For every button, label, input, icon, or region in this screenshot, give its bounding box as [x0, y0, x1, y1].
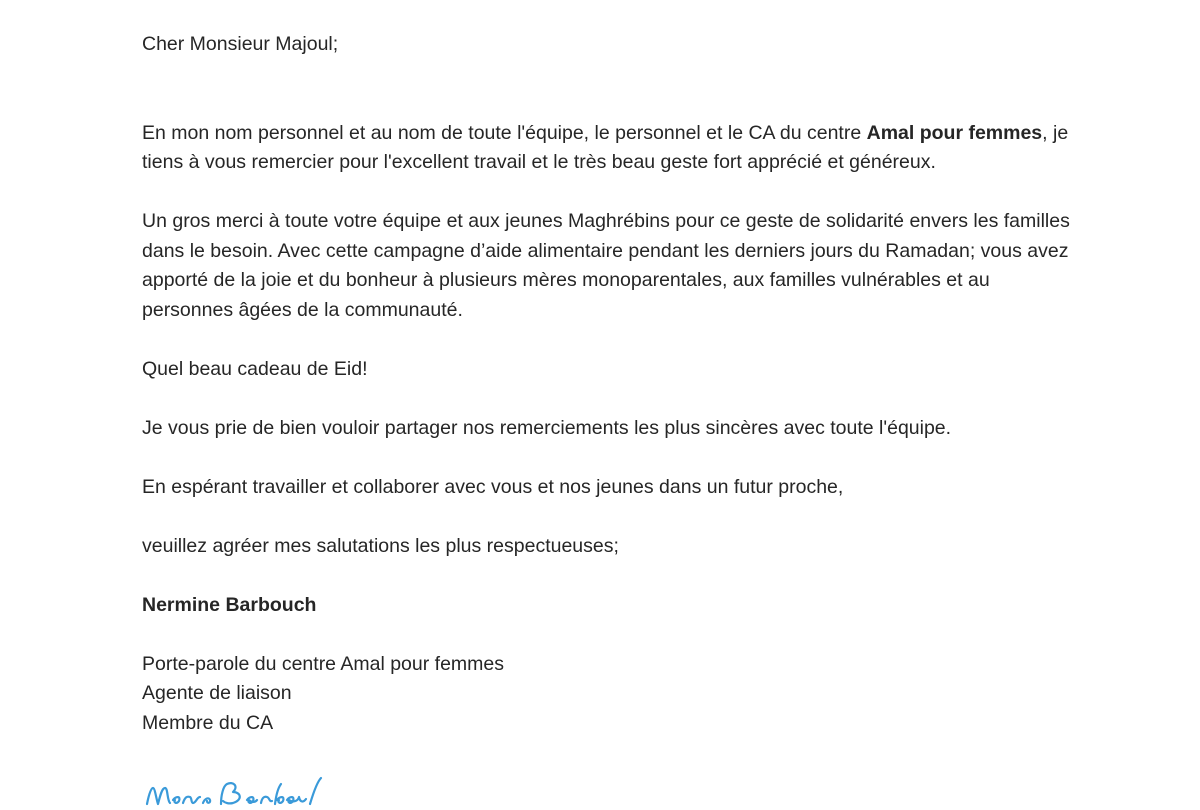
paragraph-thanks-start: En mon nom personnel et au nom de toute l'équipe, le personnel et le CA du centre: [142, 121, 867, 144]
signer-title-board: Membre du CA: [142, 711, 274, 734]
signer-title-liaison: Agente de liaison: [142, 682, 292, 704]
closing-formula: veuillez agréer mes salutations les plus respectueuses;: [142, 534, 619, 557]
paragraph-collaboration: En espérant travailler et collaborer avec vous et nos jeunes dans un futur proche,: [142, 475, 844, 498]
signer-name: Nermine Barbouch: [142, 593, 317, 616]
handwritten-signature: [143, 770, 343, 810]
paragraph-thanks: [142, 119, 1072, 178]
center-name-bold: Amal pour femmes: [866, 121, 1043, 144]
salutation: Cher Monsieur Majoul;: [142, 33, 339, 55]
paragraph-share-thanks: Je vous prie de bien vouloir partager nos remerciements les plus sincères avec toute l'équipe.: [142, 416, 952, 439]
letter-body: [142, 30, 1072, 738]
paragraph-eid: Quel beau cadeau de Eid!: [142, 357, 368, 380]
signer-titles: [142, 650, 1072, 739]
paragraph-thanks-end: , je tiens à vous remercier pour l'excellent travail et le très beau geste fort apprécié et généreux.: [142, 121, 1069, 173]
signer-title-spokesperson: Porte-parole du centre Amal pour femmes: [142, 652, 505, 675]
paragraph-solidarity: Un gros merci à toute votre équipe et aux jeunes Maghrébins pour ce geste de solidarité envers les familles dans le besoin. Avec cette campagne d’aide alimentaire pendant les derniers jours du Ramadan; vous avez apporté de la joie et du bonheur à plusieurs mères monoparentales, aux familles vulnérables et au personnes âgées de la communauté.: [142, 210, 1070, 321]
